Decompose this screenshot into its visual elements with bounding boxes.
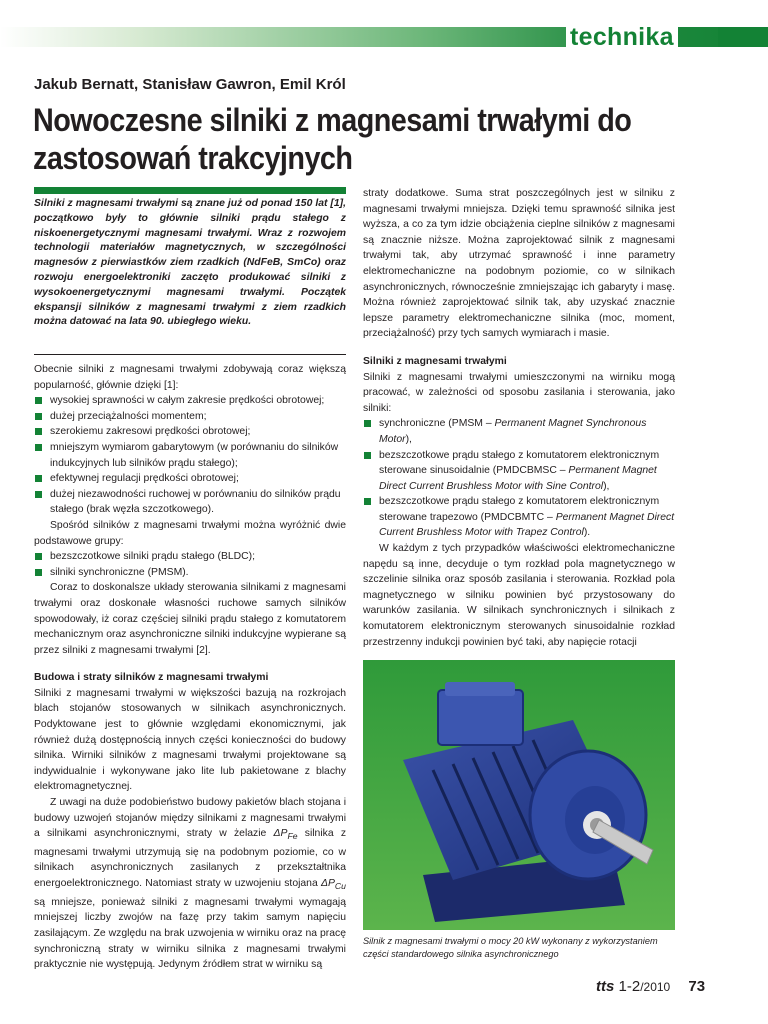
lead-separator bbox=[34, 354, 346, 355]
bullet-square-icon bbox=[35, 491, 42, 498]
section-heading: Silniki z magnesami trwałymi bbox=[363, 355, 507, 367]
bullet-square-icon bbox=[35, 397, 42, 404]
right-column bbox=[363, 186, 675, 650]
lead-accent-bar bbox=[34, 187, 346, 194]
right-paragraph: W każdym z tych przypadków właściwości elektromechaniczne napędu są inne, decyduje o tym rozkład pola magnetycznego w szczelinie silnika oraz sposób zasilania i sterowania. Rozkład pola magnetycznego w silniku powinien być przystosowany do warunków zasilania. W silnikach synchronicznych i silnikach z komutatorem elektronicznym sterowanych sinusoidalnie rozkład przestrzenny indukcji powinien być taki, aby napięcie rotacji bbox=[363, 543, 675, 648]
list-item: dużej przeciążalności momentem; bbox=[34, 409, 346, 425]
left-paragraph: Spośród silników z magnesami trwałymi można wyróżnić dwie podstawowe grupy: bbox=[34, 519, 346, 547]
article-authors: Jakub Bernatt, Stanisław Gawron, Emil Król bbox=[34, 76, 346, 93]
left-intro: Obecnie silniki z magnesami trwałymi zdobywają coraz większą popularność, głównie dzięki [1]: bbox=[34, 364, 346, 391]
article-lead: Silniki z magnesami trwałymi są znane już od ponad 150 lat [1], początkowo były to głównie silniki prądu stałego z niskoenergetycznymi magnesami trwałymi. Wraz z rozwojem technologii materiałów magnetycznych, w szczególności magnesów z pierwiastków ziem rzadkich (NdFeB, SmCo) oraz rozwoju energoelektroniki zaczęto produkować silniki z wysokoenergetycznymi magnesami trwałymi. Początek ekspansji silników z magnesami trwałymi z ziem rzadkich można datować na lata 90. ubiegłego wieku. bbox=[34, 198, 346, 328]
issue-year: /2010 bbox=[640, 980, 671, 994]
bullet-square-icon bbox=[364, 452, 371, 459]
list-item: bezszczotkowe silniki prądu stałego (BLDC); bbox=[34, 549, 346, 565]
bullet-square-icon bbox=[35, 413, 42, 420]
photo-caption: Silnik z magnesami trwałymi o mocy 20 kW wykonany z wykorzystaniem części standardowego silnika asynchronicznego bbox=[363, 936, 658, 959]
left-paragraph-losses: Z uwagi na duże podobieństwo budowy pakietów blach stojana i budowy uzwojeń stojanów między silnikami z magnesami trwałymi a silnikami asynchronicznymi, straty w żelazie $\Delta P_{Fe}$ silnika z magnesami trwałymi utrzymują się na podobnym poziomie, co w silnikach asynchronicznych zasilanych z przekształtnika energoelektronicznego. Natomiast straty w uzwojeniu stojana $\Delta P_{Cu}$ są mniejsze, ponieważ silniki z magnesami trwałymi wymagają mniejszej liczby zwojów na fazę przy takim samym napięciu zasilającym. Ze względu na brak uzwojenia w wirniku oraz na pracę synchroniczną straty w wirniku silnika z magnesami trwałymi praktycznie nie występują. Jedynym źródłem strat w wirniku są bbox=[34, 797, 347, 971]
motor-photo bbox=[363, 660, 675, 930]
list-item: mniejszym wymiarom gabarytowym (w porównaniu do silników indukcyjnych lub silników prądu stałego); bbox=[34, 440, 346, 471]
loss-cu-symbol: ΔP bbox=[321, 878, 335, 890]
list-item: bezszczotkowe prądu stałego z komutatorem elektronicznym sterowane sinusoidalnie (PMDCBMSC – Permanent Magnet Direct Current Brushless Motor with Sine Control), bbox=[363, 448, 675, 495]
list-item: wysokiej sprawności w całym zakresie prędkości obrotowej; bbox=[34, 393, 346, 409]
bullet-square-icon bbox=[35, 475, 42, 482]
bullet-square-icon bbox=[35, 444, 42, 451]
bullet-square-icon bbox=[35, 553, 42, 560]
list-item: dużej niezawodności ruchowej w porównaniu do silników prądu stałego (brak węzła szczotkowego). bbox=[34, 487, 346, 518]
motor-types-list bbox=[363, 416, 675, 541]
section-label: technika bbox=[566, 23, 678, 51]
right-paragraph: straty dodatkowe. Suma strat poszczególnych jest w silniku z magnesami trwałymi mniejsza. Dzięki temu sprawność silnika jest wyższa, a co za tym idzie obciążenia cieplne silników z magnesami są znacznie niższe. Można zaprojektować silnik z magnesami trwałymi tak, aby utrzymać sprawność i inne parametry elektromechaniczne na podobnym poziomie, co w silnikach asynchronicznych, równocześnie zmniejszając ich gabaryty i masę. Można również zaprojektować silnik tak, aby uzyskać znacznie lepsze parametry elektromechaniczne silnika (moc, moment, przeciążalność) przy tych samych wymiarach i masie. bbox=[363, 188, 675, 340]
list-item: silniki synchroniczne (PMSM). bbox=[34, 565, 346, 581]
section-heading: Budowa i straty silników z magnesami trwałymi bbox=[34, 672, 269, 684]
left-column bbox=[34, 362, 346, 973]
bullet-square-icon bbox=[35, 569, 42, 576]
loss-fe-symbol: ΔP bbox=[273, 828, 288, 840]
page-footer bbox=[596, 978, 705, 995]
left-paragraph: Coraz to doskonalsze układy sterowania silnikami z magnesami trwałymi oraz doskonałe własności ruchowe samych silników spowodowały, iż coraz częściej silniki prądu stałego z komutatorem mechanicznym oraz asynchroniczne silniki indukcyjne wypierane są przez silniki z magnesami trwałymi [2]. bbox=[34, 582, 346, 656]
list-item: szerokiemu zakresowi prędkości obrotowej; bbox=[34, 424, 346, 440]
advantages-list bbox=[34, 393, 346, 518]
article-title: Nowoczesne silniki z magnesami trwałymi do zastosowań trakcyjnych bbox=[33, 102, 632, 176]
page-number: 73 bbox=[688, 978, 706, 995]
right-paragraph: Silniki z magnesami trwałymi umieszczonymi na wirniku mogą pracować, w zależności od sposobu zasilania i sterowania, jako silniki: bbox=[363, 371, 675, 414]
issue-number: 1-2 bbox=[618, 978, 641, 995]
left-paragraph: Silniki z magnesami trwałymi w większości bazują na rozkrojach blach stojanów stosowanych w silnikach asynchronicznych. Podyktowane jest to głównie względami ekonomicznymi, jak również dużą dostępnością innych części konieczności do budowy silnika. Wirniki silników z magnesami trwałymi projektowane są indywidualnie i wykonywane jako lite lub pakietowane z blachy elektromagnetycznej. bbox=[34, 687, 346, 793]
bullet-square-icon bbox=[364, 420, 371, 427]
motor-groups-list bbox=[34, 549, 346, 580]
magazine-name: tts bbox=[596, 978, 615, 995]
list-item: efektywnej regulacji prędkości obrotowej; bbox=[34, 471, 346, 487]
list-item: bezszczotkowe prądu stałego z komutatorem elektronicznym sterowane trapezowo (PMDCBMTC – Permanent Magnet Direct Current Brushless Motor with Trapez Control). bbox=[363, 494, 675, 541]
section-tab bbox=[718, 27, 768, 47]
bullet-square-icon bbox=[35, 428, 42, 435]
motor-illustration bbox=[363, 660, 675, 930]
list-item: synchroniczne (PMSM – Permanent Magnet Synchronous Motor), bbox=[363, 416, 675, 447]
bullet-square-icon bbox=[364, 498, 371, 505]
